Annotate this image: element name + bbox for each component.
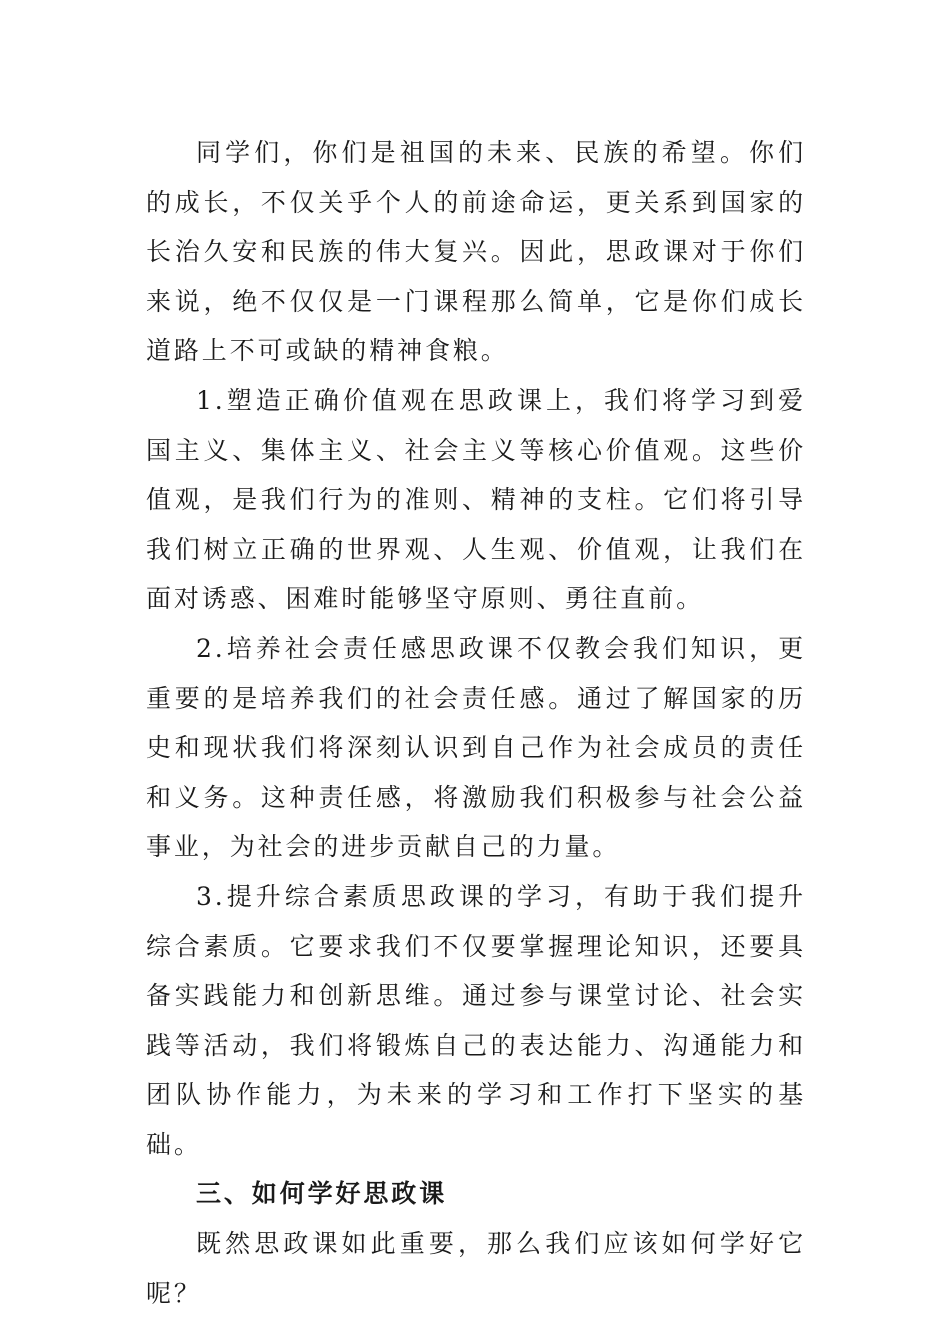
document-body (146, 128, 806, 1318)
paragraph-closing: 既然思政课如此重要，那么我们应该如何学好它呢？ (146, 1229, 806, 1308)
paragraph-intro: 同学们，你们是祖国的未来、民族的希望。你们的成长，不仅关乎个人的前途命运，更关系到国家的长治久安和民族的伟大复兴。因此，思政课对于你们来说，绝不仅仅是一门课程那么简单，它是你们成长道路上不可或缺的精神食粮。 (146, 138, 806, 366)
section-heading: 三、如何学好思政课 (196, 1179, 448, 1209)
paragraph-quality: 3.提升综合素质思政课的学习，有助于我们提升综合素质。它要求我们不仅要掌握理论知识，还要具备实践能力和创新思维。通过参与课堂讨论、社会实践等活动，我们将锻炼自己的表达能力、沟通能力和团队协作能力，为未来的学习和工作打下坚实的基础。 (146, 881, 806, 1159)
paragraph-values: 1.塑造正确价值观在思政课上，我们将学习到爱国主义、集体主义、社会主义等核心价值观。这些价值观，是我们行为的准则、精神的支柱。它们将引导我们树立正确的世界观、人生观、价值观，让我们在面对诱惑、困难时能够坚守原则、勇往直前。 (146, 385, 806, 614)
paragraph-responsibility: 2.培养社会责任感思政课不仅教会我们知识，更重要的是培养我们的社会责任感。通过了解国家的历史和现状我们将深刻认识到自己作为社会成员的责任和义务。这种责任感，将激励我们积极参与社会公益事业，为社会的进步贡献自己的力量。 (146, 633, 806, 862)
